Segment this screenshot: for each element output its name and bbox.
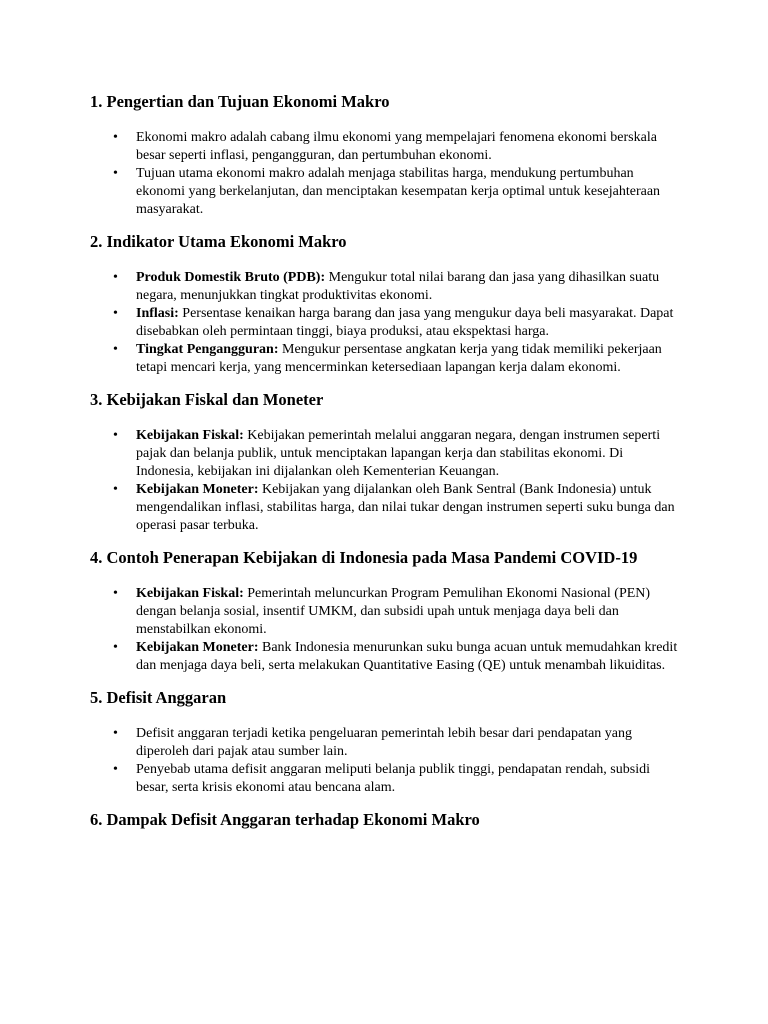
list-item: [90, 725, 680, 761]
bullet-icon: •: [113, 726, 118, 741]
item-text: Bank Indonesia menurunkan suku bunga acuan untuk memudahkan kredit dan menjaga daya beli, serta melakukan Quantitative Easing (QE) untuk menambah likuiditas.: [136, 640, 678, 673]
section-5: [90, 687, 680, 797]
bullet-icon: •: [113, 130, 118, 145]
item-term: Produk Domestik Bruto (PDB):: [136, 270, 326, 285]
list-item: [90, 761, 680, 797]
section-6: [90, 809, 680, 831]
item-term: Kebijakan Fiskal:: [136, 586, 244, 601]
item-term: Kebijakan Moneter:: [136, 640, 259, 655]
section-heading: 1. Pengertian dan Tujuan Ekonomi Makro: [90, 92, 390, 111]
bullet-icon: •: [113, 586, 118, 601]
item-text: Tujuan utama ekonomi makro adalah menjaga stabilitas harga, mendukung pertumbuhan ekonomi yang berkelanjutan, dan menciptakan kesempatan kerja optimal untuk kesejahteraan masyarakat.: [136, 166, 661, 217]
bullet-icon: •: [113, 270, 118, 285]
item-term: Kebijakan Fiskal:: [136, 428, 244, 443]
section-heading: 5. Defisit Anggaran: [90, 688, 227, 707]
list-item: [90, 639, 680, 675]
document-body: [90, 91, 680, 847]
section-4: [90, 547, 680, 675]
item-text: Mengukur total nilai barang dan jasa yang dihasilkan suatu negara, menunjukkan tingkat produktivitas ekonomi.: [136, 270, 660, 303]
bullet-list: [90, 129, 680, 219]
item-text: Kebijakan pemerintah melalui anggaran negara, dengan instrumen seperti pajak dan belanja publik, untuk menciptakan lapangan kerja dan stabilitas ekonomi. Di Indonesia, kebijakan ini dijalankan oleh Kementerian Keuangan.: [136, 428, 661, 479]
bullet-list: [90, 427, 680, 535]
item-term: Tingkat Pengangguran:: [136, 342, 279, 357]
section-heading: 4. Contoh Penerapan Kebijakan di Indonesia pada Masa Pandemi COVID-19: [90, 548, 638, 567]
bullet-icon: •: [113, 306, 118, 321]
bullet-icon: •: [113, 640, 118, 655]
item-text: Mengukur persentase angkatan kerja yang tidak memiliki pekerjaan tetapi mencari kerja, yang mencerminkan ketersediaan lapangan kerja dalam ekonomi.: [136, 342, 662, 375]
bullet-icon: •: [113, 762, 118, 777]
section-heading: 6. Dampak Defisit Anggaran terhadap Ekonomi Makro: [90, 810, 480, 829]
bullet-icon: •: [113, 482, 118, 497]
list-item: [90, 269, 680, 305]
bullet-list: [90, 269, 680, 377]
item-term: Kebijakan Moneter:: [136, 482, 259, 497]
list-item: [90, 481, 680, 535]
bullet-list: [90, 725, 680, 797]
item-text: Persentase kenaikan harga barang dan jasa yang mengukur daya beli masyarakat. Dapat disebabkan oleh permintaan tinggi, biaya produksi, atau ekspektasi harga.: [136, 306, 674, 339]
list-item: [90, 129, 680, 165]
section-heading: 2. Indikator Utama Ekonomi Makro: [90, 232, 347, 251]
bullet-icon: •: [113, 342, 118, 357]
section-3: [90, 389, 680, 535]
list-item: [90, 585, 680, 639]
list-item: [90, 165, 680, 219]
item-term: Inflasi:: [136, 306, 179, 321]
list-item: [90, 305, 680, 341]
item-text: Defisit anggaran terjadi ketika pengeluaran pemerintah lebih besar dari pendapatan yang diperoleh dari pajak atau sumber lain.: [136, 726, 633, 759]
section-heading: 3. Kebijakan Fiskal dan Moneter: [90, 390, 324, 409]
bullet-icon: •: [113, 428, 118, 443]
item-text: Penyebab utama defisit anggaran meliputi belanja publik tinggi, pendapatan rendah, subsidi besar, serta krisis ekonomi atau bencana alam.: [136, 762, 650, 795]
section-1: [90, 91, 680, 219]
list-item: [90, 341, 680, 377]
item-text: Ekonomi makro adalah cabang ilmu ekonomi yang mempelajari fenomena ekonomi berskala besar seperti inflasi, pengangguran, dan pertumbuhan ekonomi.: [136, 130, 657, 163]
bullet-list: [90, 585, 680, 675]
bullet-icon: •: [113, 166, 118, 181]
item-text: Kebijakan yang dijalankan oleh Bank Sentral (Bank Indonesia) untuk mengendalikan inflasi, stabilitas harga, dan nilai tukar dengan instrumen seperti suku bunga dan operasi pasar terbuka.: [136, 482, 675, 533]
item-text: Pemerintah meluncurkan Program Pemulihan Ekonomi Nasional (PEN) dengan belanja sosial, insentif UMKM, dan subsidi upah untuk menjaga daya beli dan menstabilkan ekonomi.: [136, 586, 651, 637]
section-2: [90, 231, 680, 377]
list-item: [90, 427, 680, 481]
